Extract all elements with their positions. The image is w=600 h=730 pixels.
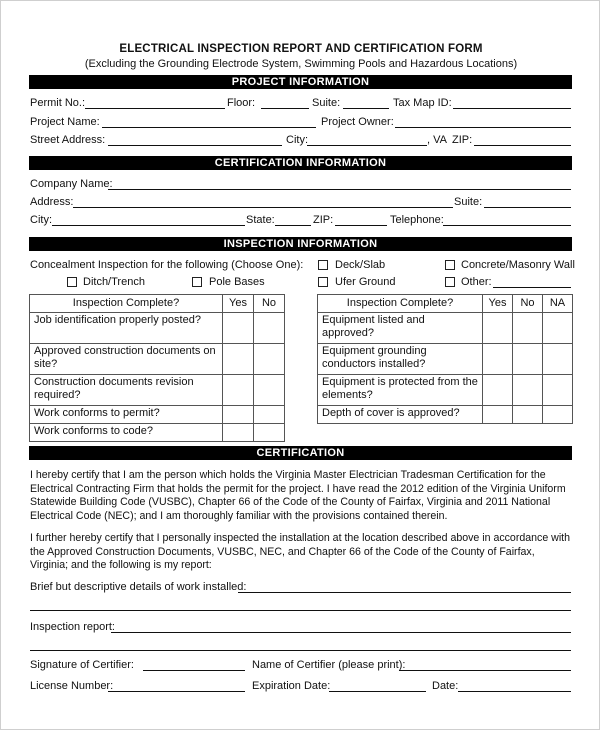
concealment-label: Concealment Inspection for the following (Choose One): xyxy=(30,259,304,271)
project-information-heading: PROJECT INFORMATION xyxy=(29,75,572,89)
column-header: Yes xyxy=(223,295,254,313)
company-name-label: Company Name: xyxy=(30,178,113,190)
no-cell[interactable] xyxy=(254,375,285,406)
yes-cell[interactable] xyxy=(223,424,254,442)
table-row xyxy=(318,344,573,375)
yes-cell[interactable] xyxy=(483,406,513,424)
company-name-field[interactable] xyxy=(108,189,571,190)
na-cell[interactable] xyxy=(543,375,573,406)
cert-suite-field[interactable] xyxy=(484,207,571,208)
table-row xyxy=(318,375,573,406)
row-label: Work conforms to code? xyxy=(30,424,223,442)
row-label: Approved construction documents on site? xyxy=(30,344,223,375)
table-row xyxy=(30,406,285,424)
no-cell[interactable] xyxy=(513,344,543,375)
no-cell[interactable] xyxy=(513,313,543,344)
column-header: No xyxy=(254,295,285,313)
na-cell[interactable] xyxy=(543,406,573,424)
project-name-label: Project Name: xyxy=(30,116,100,128)
yes-cell[interactable] xyxy=(483,375,513,406)
no-cell[interactable] xyxy=(254,344,285,375)
date-field[interactable] xyxy=(458,691,571,692)
permit-field[interactable] xyxy=(85,108,225,109)
certification-information-heading: CERTIFICATION INFORMATION xyxy=(29,156,572,170)
na-cell[interactable] xyxy=(543,313,573,344)
concrete-masonry-checkbox[interactable] xyxy=(445,260,455,270)
signature-field[interactable] xyxy=(143,670,245,671)
other-checkbox[interactable] xyxy=(445,277,455,287)
row-label: Work conforms to permit? xyxy=(30,406,223,424)
other-label: Other: xyxy=(461,276,492,288)
cert-city-label: City: xyxy=(30,214,52,226)
project-name-field[interactable] xyxy=(102,127,316,128)
table-row xyxy=(30,313,285,344)
inspection-report-field-2[interactable] xyxy=(30,650,571,651)
row-label: Construction documents revision required? xyxy=(30,375,223,406)
work-details-field[interactable] xyxy=(238,592,571,593)
inspection-report-label: Inspection report: xyxy=(30,621,115,633)
license-number-label: License Number: xyxy=(30,680,114,692)
tax-map-label: Tax Map ID: xyxy=(393,97,452,109)
ufer-ground-checkbox[interactable] xyxy=(318,277,328,287)
deck-slab-label: Deck/Slab xyxy=(335,259,386,271)
yes-cell[interactable] xyxy=(223,375,254,406)
pole-bases-checkbox[interactable] xyxy=(192,277,202,287)
no-cell[interactable] xyxy=(254,406,285,424)
form-title: ELECTRICAL INSPECTION REPORT AND CERTIFICATION FORM xyxy=(119,43,483,55)
license-number-field[interactable] xyxy=(108,691,245,692)
project-owner-label: Project Owner: xyxy=(321,116,394,128)
pole-bases-label: Pole Bases xyxy=(209,276,265,288)
tax-map-field[interactable] xyxy=(453,108,571,109)
yes-cell[interactable] xyxy=(223,406,254,424)
row-label: Equipment grounding conductors installed? xyxy=(318,344,483,375)
ditch-trench-label: Ditch/Trench xyxy=(83,276,145,288)
telephone-label: Telephone: xyxy=(390,214,444,226)
ditch-trench-checkbox[interactable] xyxy=(67,277,77,287)
suite-label: Suite: xyxy=(312,97,341,109)
street-address-label: Street Address: xyxy=(30,134,106,146)
date-label: Date: xyxy=(432,680,459,692)
certification-paragraph-1: I hereby certify that I am the person which holds the Virginia Master Electrician Tradesman Certification for the Electrical Contracting Firm that holds the permit for the project. I have read the 2012 edition of the Virginia Uniform Statewide Building Code (VUSBC), Chapter 66 of the Code of the County of Fairfax, Virginia and 2011 National Electrical Code (NEC); and I am thoroughly familiar with the provisions contained therein. xyxy=(30,469,566,522)
street-address-field[interactable] xyxy=(108,145,282,146)
form-subtitle: (Excluding the Grounding Electrode System, Swimming Pools and Hazardous Locations) xyxy=(84,58,518,70)
no-cell[interactable] xyxy=(254,313,285,344)
na-cell[interactable] xyxy=(543,344,573,375)
table-header-row xyxy=(318,295,573,313)
telephone-field[interactable] xyxy=(443,225,571,226)
certifier-name-field[interactable] xyxy=(399,670,571,671)
table-row xyxy=(318,313,573,344)
expiration-date-label: Expiration Date: xyxy=(252,680,331,692)
table-header-row xyxy=(30,295,285,313)
column-header: Inspection Complete? xyxy=(30,295,223,313)
cert-state-label: State: xyxy=(246,214,275,226)
certifier-name-label: Name of Certifier (please print): xyxy=(252,659,406,671)
permit-label: Permit No.: xyxy=(30,97,86,109)
work-details-field-2[interactable] xyxy=(30,610,571,611)
certification-heading: CERTIFICATION xyxy=(29,446,572,460)
cert-zip-field[interactable] xyxy=(335,225,387,226)
no-cell[interactable] xyxy=(513,375,543,406)
inspection-table-right xyxy=(317,294,573,424)
table-row xyxy=(318,406,573,424)
yes-cell[interactable] xyxy=(223,313,254,344)
cert-city-field[interactable] xyxy=(52,225,245,226)
floor-field[interactable] xyxy=(261,108,309,109)
row-label: Depth of cover is approved? xyxy=(318,406,483,424)
inspection-report-field[interactable] xyxy=(111,632,571,633)
no-cell[interactable] xyxy=(254,424,285,442)
concrete-masonry-label: Concrete/Masonry Wall xyxy=(461,259,575,271)
cert-zip-label: ZIP: xyxy=(313,214,334,226)
certification-paragraph-2: I further hereby certify that I personally inspected the installation at the location described above in accordance with the Approved Construction Documents, VUSBC, NEC, and Chapter 66 of the Code of the County of Fairfax, Virginia; and the following is my report: xyxy=(30,532,571,571)
yes-cell[interactable] xyxy=(483,313,513,344)
column-header: Yes xyxy=(483,295,513,313)
row-label: Job identification properly posted? xyxy=(30,313,223,344)
table-row xyxy=(30,375,285,406)
project-zip-label: ZIP: xyxy=(452,134,473,146)
yes-cell[interactable] xyxy=(223,344,254,375)
inspection-table-left xyxy=(29,294,285,442)
column-header: Inspection Complete? xyxy=(318,295,483,313)
row-label: Equipment listed and approved? xyxy=(318,313,483,344)
inspection-information-heading: INSPECTION INFORMATION xyxy=(29,237,572,251)
column-header: No xyxy=(513,295,543,313)
signature-label: Signature of Certifier: xyxy=(30,659,134,671)
yes-cell[interactable] xyxy=(483,344,513,375)
project-city-label: City: xyxy=(286,134,308,146)
no-cell[interactable] xyxy=(513,406,543,424)
address-label: Address: xyxy=(30,196,74,208)
floor-label: Floor: xyxy=(227,97,256,109)
deck-slab-checkbox[interactable] xyxy=(318,260,328,270)
project-city-field[interactable] xyxy=(307,145,427,146)
project-zip-field[interactable] xyxy=(474,145,571,146)
expiration-date-field[interactable] xyxy=(329,691,426,692)
table-row xyxy=(30,424,285,442)
project-owner-field[interactable] xyxy=(395,127,571,128)
table-row xyxy=(30,344,285,375)
project-state: , VA xyxy=(427,134,447,146)
other-field[interactable] xyxy=(493,287,571,288)
work-details-label: Brief but descriptive details of work installed: xyxy=(30,581,247,593)
row-label: Equipment is protected from the elements? xyxy=(318,375,483,406)
column-header: NA xyxy=(543,295,573,313)
suite-field[interactable] xyxy=(343,108,389,109)
cert-suite-label: Suite: xyxy=(454,196,483,208)
ufer-ground-label: Ufer Ground xyxy=(335,276,396,288)
cert-state-field[interactable] xyxy=(275,225,311,226)
address-field[interactable] xyxy=(73,207,453,208)
